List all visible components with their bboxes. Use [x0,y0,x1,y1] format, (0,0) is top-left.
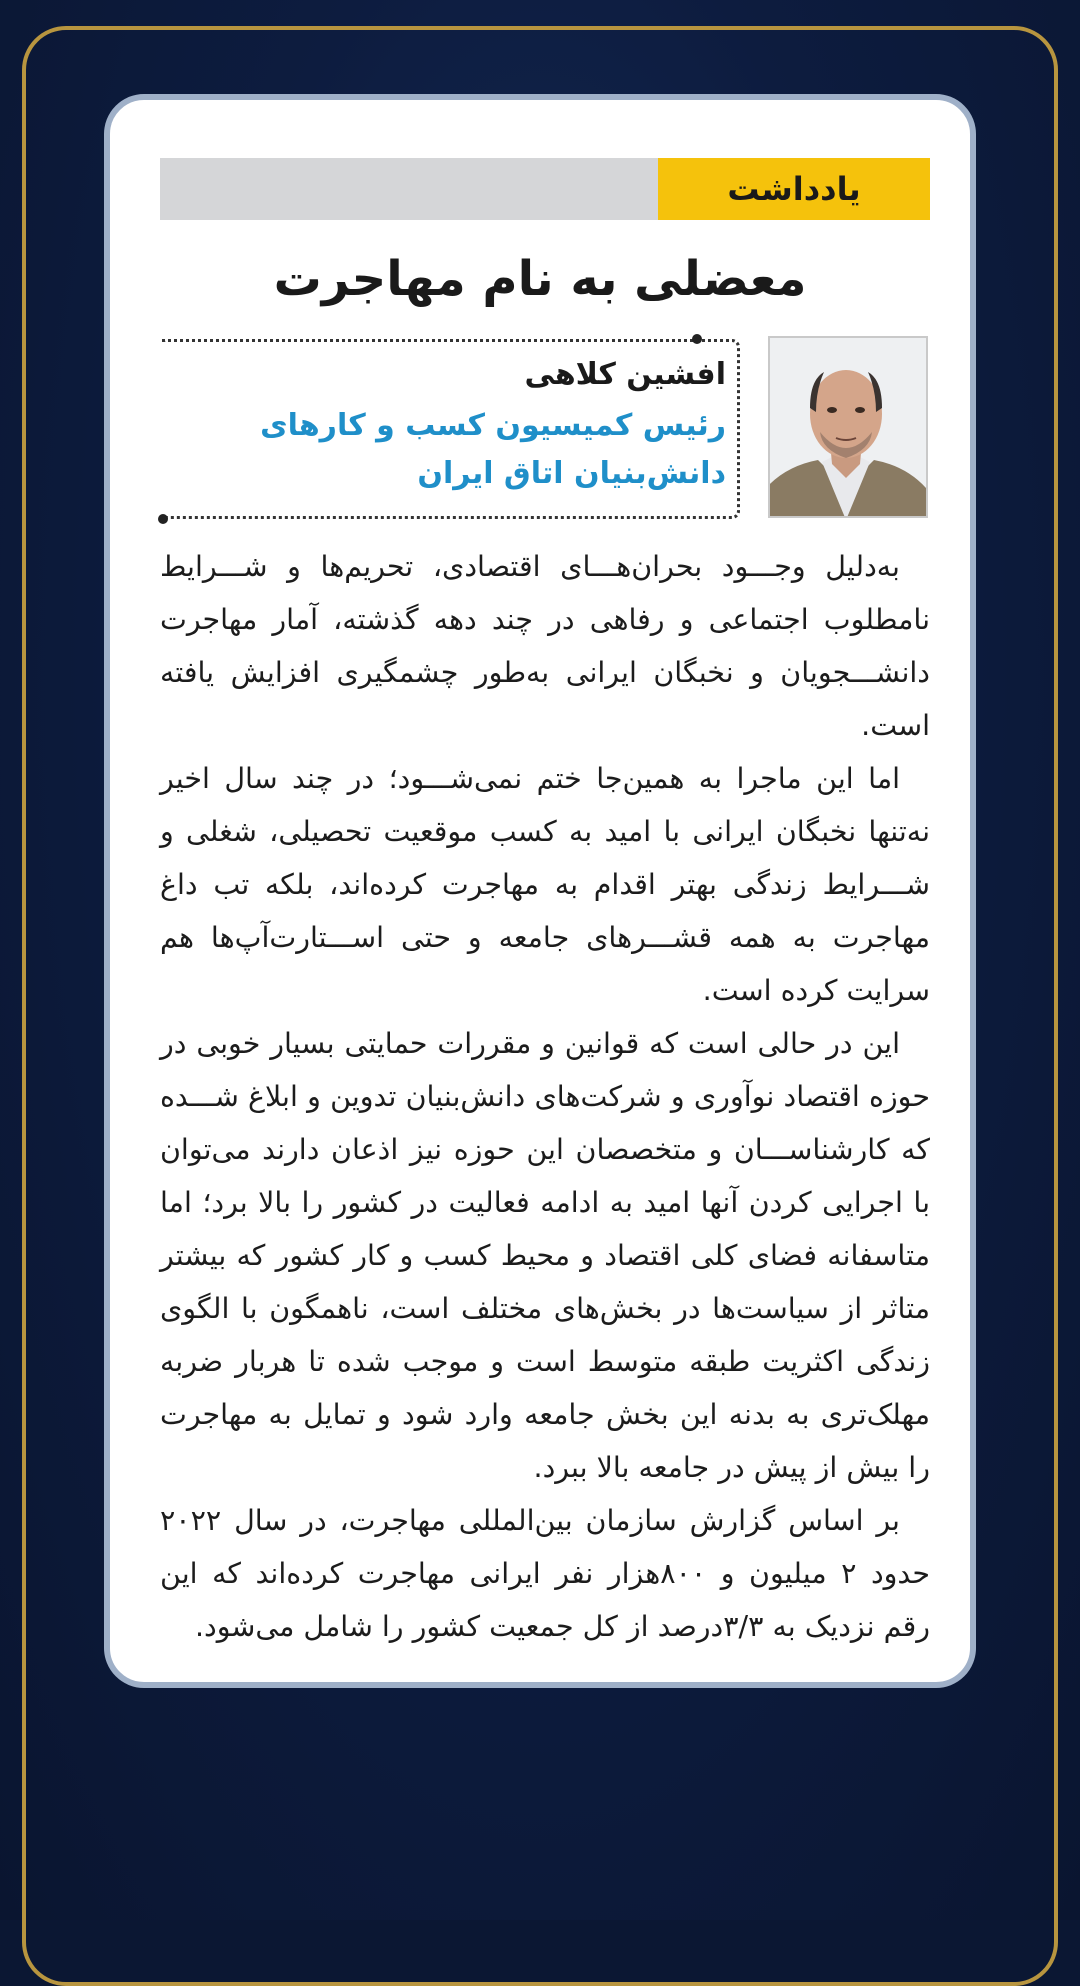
author-name: افشین کلاهی [524,357,726,392]
author-box-dot-top [692,334,702,344]
article-body [160,540,930,1653]
paragraph-2: اما این ماجرا به همین‌جا ختم نمی‌شـــود؛ در چند سال اخیر نه‌تنها نخبگان ایرانی با امید به کسب موقعیت تحصیلی، شغلی و شـــرایط زندگی بهتر اقدام به مهاجرت کرده‌اند، بلکه تب داغ مهاجرت به همه قشـــرهای جامعه و حتی اســـتارت‌آپ‌ها هم سرایت کرده است. [160,762,930,1007]
author-box-dot-bottom [158,514,168,524]
article-card [104,94,976,1688]
paragraph-1: به‌دلیل وجـــود بحران‌هـــای اقتصادی، تحریم‌ها و شـــرایط نامطلوب اجتماعی و رفاهی در چند دهه گذشته، آمار مهاجرت دانشـــجویان و نخبگان ایرانی به‌طور چشمگیری افزایش یافته است. [160,550,930,742]
paragraph-4: بر اساس گزارش سازمان بین‌المللی مهاجرت، در سال ۲۰۲۲ حدود ۲ میلیون و ۸۰۰هزار نفر ایرانی مهاجرت کرده‌اند که این رقم نزدیک به ۳/۳درصد از کل جمعیت کشور را شامل می‌شود. [160,1504,931,1643]
author-role-line2: دانش‌بنیان اتاق ایران [417,456,726,491]
author-portrait-icon [768,338,926,518]
section-bar [160,158,930,220]
section-label: یادداشت [658,158,930,220]
author-photo [768,336,928,518]
author-role-line1: رئیس کمیسیون کسب و کارهای [260,408,726,443]
author-role [256,402,726,498]
article-headline: معضلی به نام مهاجرت [273,251,807,307]
paragraph-3: این در حالی است که قوانین و مقررات حمایتی بسیار خوبی در حوزه اقتصاد نوآوری و شرکت‌های دانش‌بنیان تدوین و ابلاغ شـــده که کارشناســـان و متخصصان این حوزه نیز اذعان دارند می‌توان با اجرایی کردن آنها امید به ادامه فعالیت در کشور را بالا برد؛ اما متاسفانه فضای کلی اقتصاد و محیط کسب و کار کشور که بیشتر متاثر از سیاست‌ها در بخش‌های مختلف است، ناهمگون با الگوی زندگی اکثریت طبقه متوسط است و موجب شده تا هربار ضربه مهلک‌تری به بدنه این بخش جامعه وارد شود و تمایل به مهاجرت را بیش از پیش در جامعه بالا ببرد. [160,1027,930,1484]
